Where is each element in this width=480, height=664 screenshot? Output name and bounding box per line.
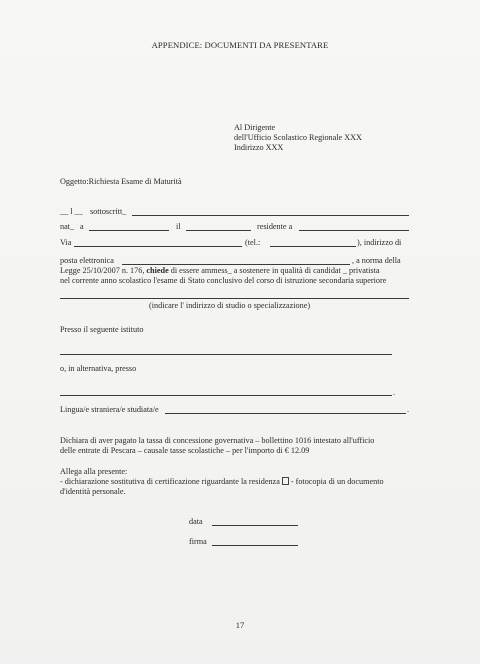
- via-field[interactable]: [74, 246, 242, 247]
- allega-line-1: - dichiarazione sostitutiva di certificazione riguardante la residenza - fotocopia di un documento: [60, 477, 384, 486]
- sottoscritt-prefix: __ l __: [60, 207, 83, 216]
- alternative-institute-field[interactable]: [60, 395, 392, 396]
- birthdate-field[interactable]: [186, 230, 251, 231]
- posta-label: posta elettronica: [60, 256, 114, 265]
- via-label: Via: [60, 238, 72, 247]
- recipient-line-3: Indirizzo XXX: [234, 143, 284, 152]
- norma-label: , a norma della: [352, 256, 401, 265]
- allega-line-2: d'identità personale.: [60, 487, 126, 496]
- page-header: APPENDICE: DOCUMENTI DA PRESENTARE: [151, 40, 329, 50]
- dichiara-line-1: Dichiara di aver pagato la tassa di concessione governativa – bollettino 1016 intestato all'ufficio: [60, 436, 375, 445]
- tel-field[interactable]: [270, 246, 356, 247]
- nat-label: nat_: [60, 222, 75, 231]
- body-line-1: Legge 25/10/2007 n. 176, chiede di essere ammess_ a sostenere in qualità di candidat _ privatista: [60, 266, 380, 275]
- presso-label: Presso il seguente istituto: [60, 325, 144, 334]
- checkbox-icon[interactable]: [282, 477, 289, 485]
- institute-field[interactable]: [60, 354, 392, 355]
- alternativa-label: o, in alternativa, presso: [60, 364, 137, 373]
- a-label: a: [80, 222, 84, 231]
- lingua-field[interactable]: [165, 413, 406, 414]
- page-number: 17: [235, 620, 245, 630]
- lingua-label: Lingua/e straniera/e studiata/e: [60, 405, 159, 414]
- dichiara-line-2: delle entrate di Pescara – causale tasse scolastiche – per l'importo di € 12.09: [60, 446, 310, 455]
- indirizzo-label: ), indirizzo di: [357, 238, 402, 247]
- firma-label: firma: [189, 537, 207, 546]
- data-field[interactable]: [212, 525, 298, 526]
- indicare-note: (indicare l' indirizzo di studio o specializzazione): [149, 301, 311, 310]
- sottoscritt-label: sottoscritt_: [90, 207, 127, 216]
- birthplace-field[interactable]: [89, 230, 169, 231]
- period-mark-2: .: [407, 405, 410, 414]
- chiede-keyword: chiede: [146, 266, 169, 275]
- data-label: data: [189, 517, 203, 526]
- subject: Oggetto:Richiesta Esame di Maturità: [60, 177, 182, 186]
- il-label: il: [176, 222, 181, 231]
- period-mark: .: [393, 388, 396, 397]
- residente-label: residente a: [257, 222, 293, 231]
- tel-label: (tel.:: [245, 238, 261, 247]
- residence-field[interactable]: [299, 230, 409, 231]
- firma-field[interactable]: [212, 545, 298, 546]
- recipient-line-1: Al Dirigente: [234, 123, 276, 132]
- sottoscritt-field[interactable]: [132, 215, 409, 216]
- study-address-field[interactable]: [60, 298, 409, 299]
- body-line-2: nel corrente anno scolastico l'esame di Stato conclusivo del corso di istruzione secondaria superiore: [60, 276, 387, 285]
- recipient-line-2: dell'Ufficio Scolastico Regionale XXX: [234, 133, 362, 142]
- allega-title: Allega alla presente:: [60, 467, 128, 476]
- email-field[interactable]: [122, 264, 350, 265]
